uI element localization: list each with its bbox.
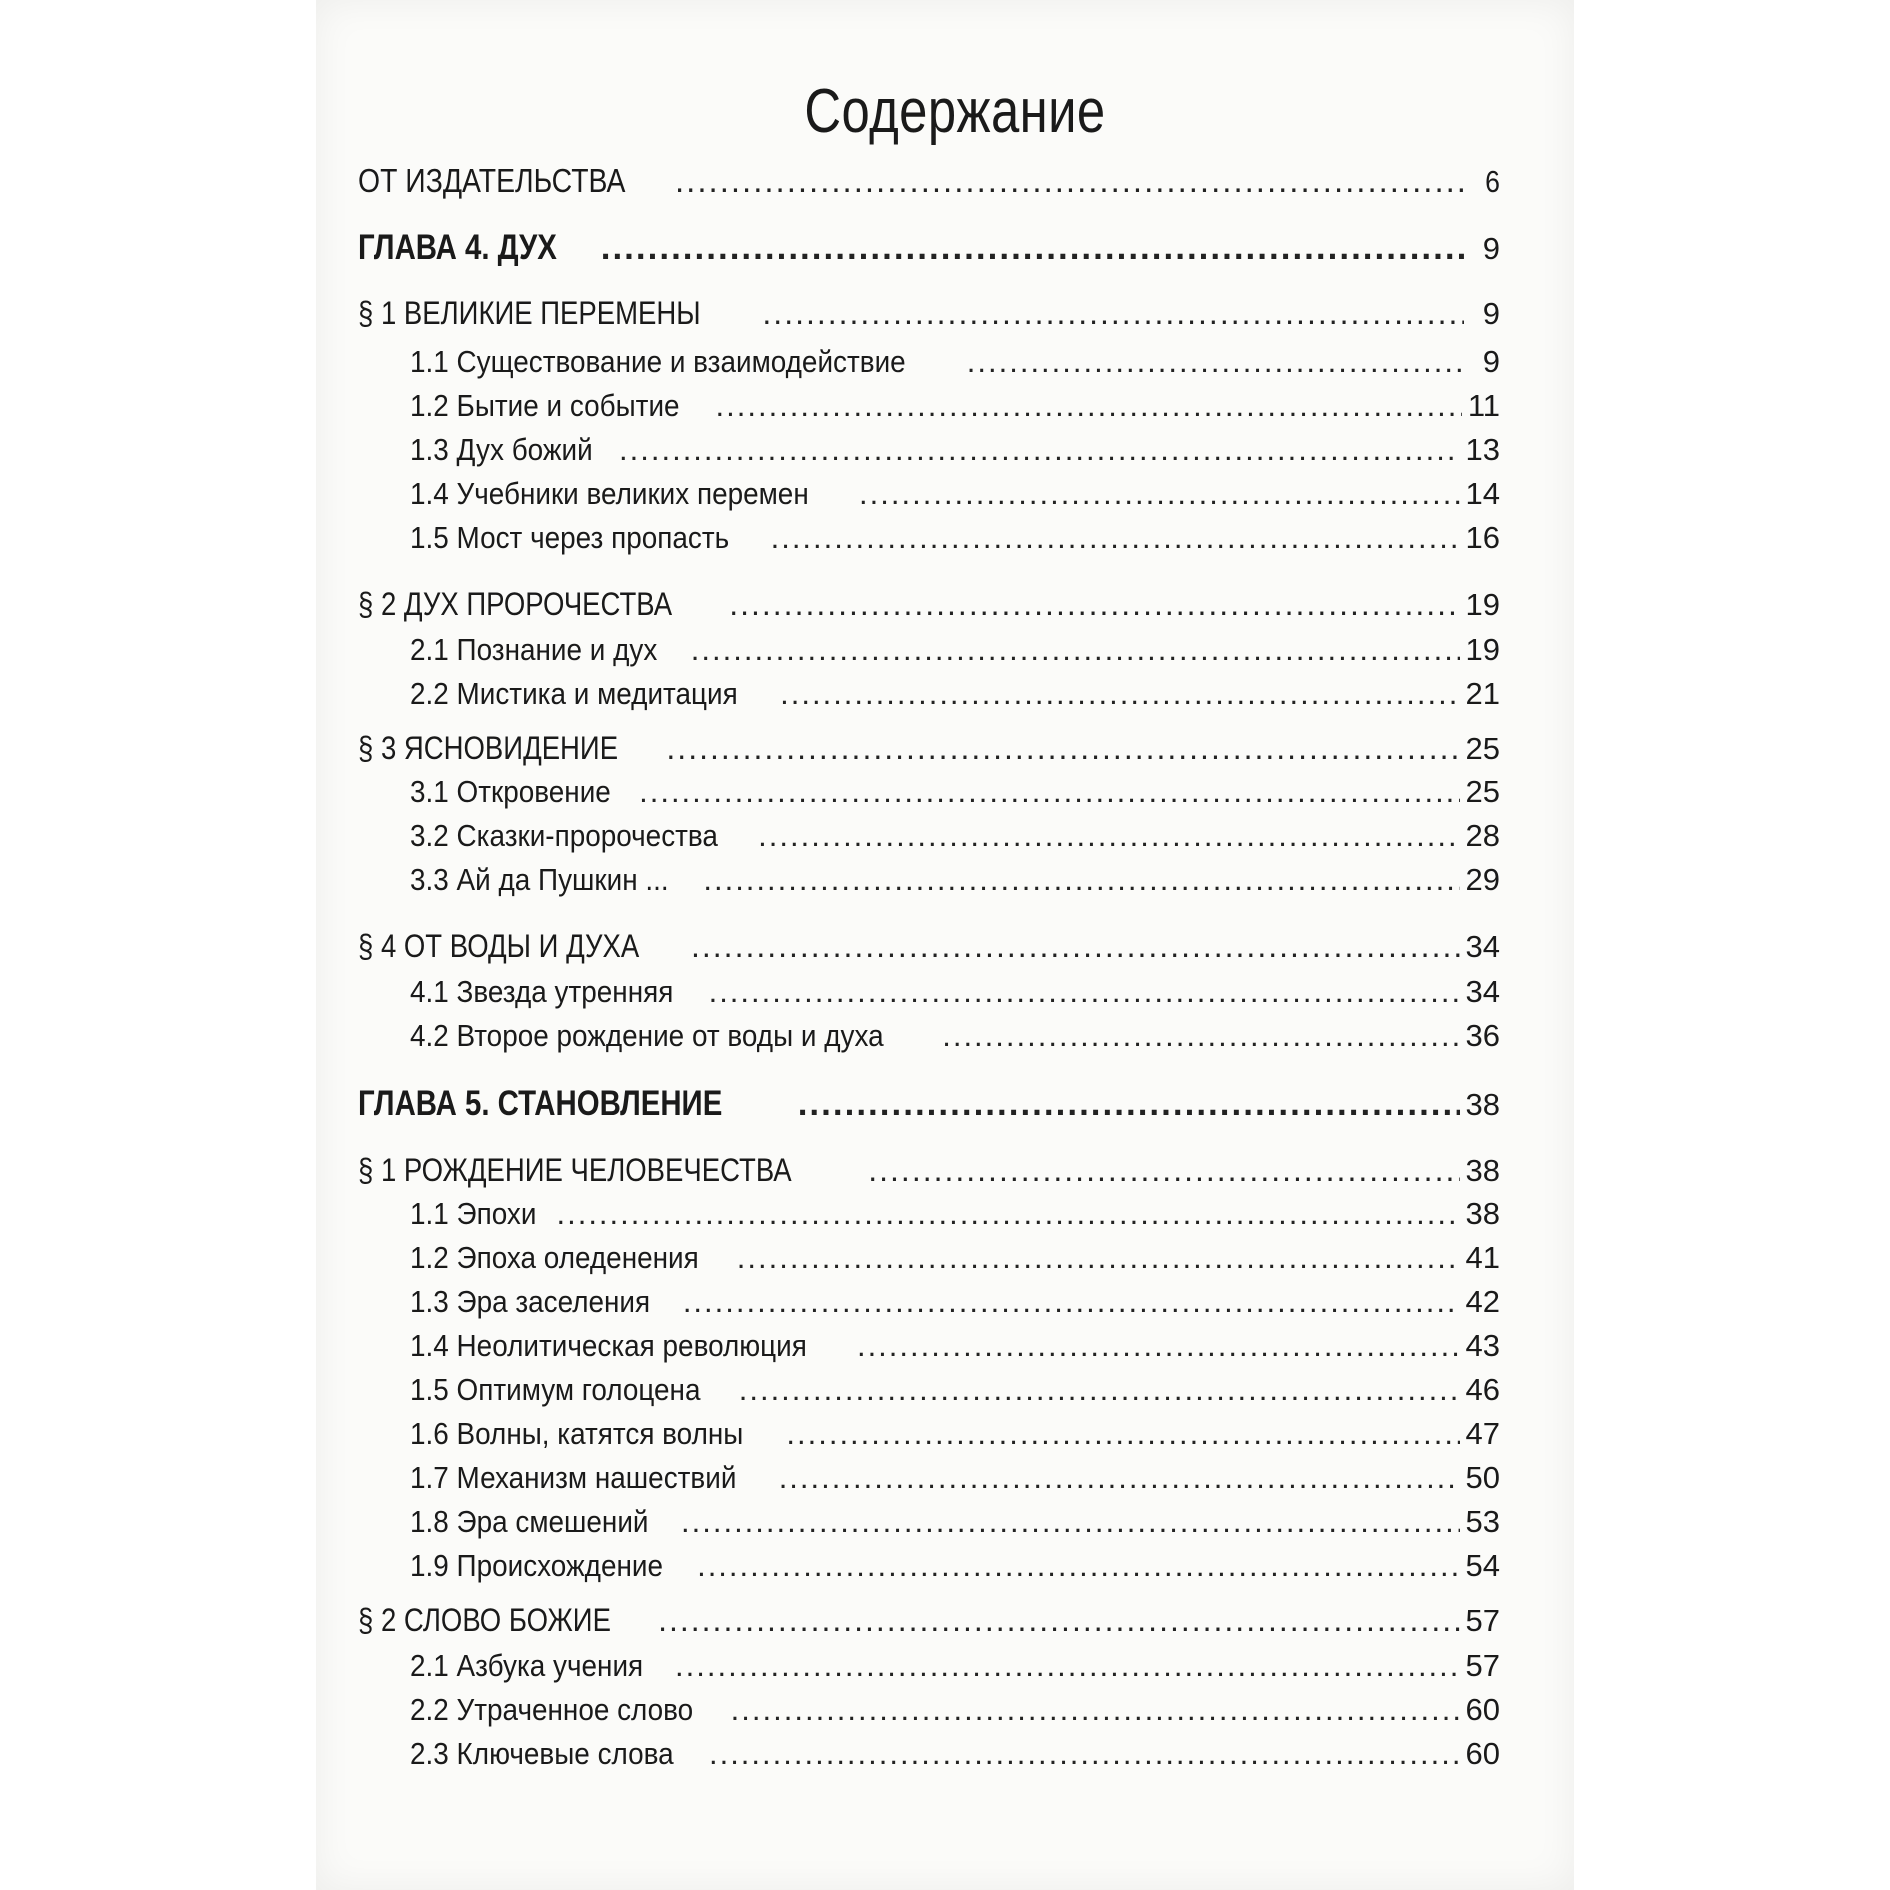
- toc-entry-label: 2.2 Утраченное слово: [410, 1692, 694, 1727]
- toc-entry-label: 1.2 Бытие и событие: [410, 388, 680, 423]
- toc-entry-label: 1.2 Эпоха оледенения: [410, 1240, 699, 1275]
- toc-entry-page-number: 28: [1465, 818, 1500, 853]
- toc-entry-page-number: 34: [1465, 929, 1500, 964]
- dot-leader: [658, 1602, 1459, 1639]
- dot-leader: [556, 1196, 1459, 1232]
- toc-entry-label: § 1 РОЖДЕНИЕ ЧЕЛОВЕЧЕСТВА: [358, 1152, 792, 1188]
- dot-leader: [786, 1416, 1459, 1452]
- toc-entry-sub: [358, 818, 1500, 854]
- toc-entry-label: 1.5 Оптимум голоцена: [410, 1372, 701, 1407]
- toc-entry-section: [358, 295, 1500, 332]
- dot-leader: [771, 520, 1460, 556]
- toc-entry-page-number: 36: [1465, 1018, 1500, 1053]
- toc-entry-sub: [358, 1240, 1500, 1276]
- toc-entry-sub: [358, 862, 1500, 898]
- dot-leader: [691, 632, 1460, 668]
- dot-leader: [716, 388, 1462, 424]
- toc-entry-section: [358, 586, 1500, 623]
- toc-entry-label: 1.1 Эпохи: [410, 1196, 537, 1231]
- toc-entry-sub: [358, 1736, 1500, 1772]
- toc-entry-label: 3.1 Откровение: [410, 774, 611, 809]
- toc-entry-section: [358, 1152, 1500, 1189]
- toc-entry-label: 1.1 Существование и взаимодействие: [410, 344, 906, 379]
- toc-entry-label: 1.7 Механизм нашествий: [410, 1460, 737, 1495]
- toc-entry-page-number: 13: [1465, 432, 1500, 467]
- toc-entry-section: [358, 1602, 1500, 1639]
- toc-entry-sub: [358, 774, 1500, 810]
- toc-entry-label: 2.1 Познание и дух: [410, 632, 658, 667]
- dot-leader: [857, 1328, 1460, 1364]
- toc-entry-section: [358, 928, 1500, 965]
- toc-entry-page-number: 25: [1465, 774, 1500, 809]
- toc-entry-page-number: 11: [1467, 388, 1500, 423]
- dot-leader: [779, 1460, 1460, 1496]
- toc-entry-page-number: 57: [1465, 1603, 1500, 1638]
- toc-entry-sub: [358, 1416, 1500, 1452]
- toc-entry-sub: [358, 1648, 1500, 1684]
- dot-leader: [709, 974, 1460, 1010]
- dot-leader: [967, 344, 1464, 380]
- toc-entry-label: 1.3 Дух божий: [410, 432, 593, 467]
- book-page: [316, 0, 1574, 1890]
- toc-entry-page-number: 54: [1465, 1548, 1500, 1583]
- dot-leader: [868, 1152, 1459, 1189]
- toc-entry-sub: [358, 974, 1500, 1010]
- dot-leader: [780, 676, 1459, 712]
- dot-leader: [619, 432, 1460, 468]
- toc-entry-label: § 1 ВЕЛИКИЕ ПЕРЕМЕНЫ: [358, 295, 701, 331]
- toc-entry-page-number: 38: [1465, 1153, 1500, 1188]
- dot-leader: [683, 1284, 1460, 1320]
- toc-entry-label: 2.3 Ключевые слова: [410, 1736, 674, 1771]
- dot-leader: [675, 162, 1464, 200]
- toc-entry-page-number: 41: [1465, 1240, 1500, 1275]
- toc-entry-sub: [358, 1548, 1500, 1584]
- toc-entry-label: 1.5 Мост через пропасть: [410, 520, 730, 555]
- toc-entry-page-number: 21: [1465, 676, 1500, 711]
- toc-entry-sub: [358, 344, 1500, 380]
- dot-leader: [762, 295, 1464, 332]
- toc-entry-label: 1.4 Учебники великих перемен: [410, 476, 809, 511]
- toc-entry-page-number: 43: [1465, 1328, 1500, 1363]
- dot-leader: [739, 1372, 1460, 1408]
- toc-entry-sub: [358, 1460, 1500, 1496]
- toc-entry-sub: [358, 476, 1500, 512]
- dot-leader: [731, 1692, 1460, 1728]
- dot-leader: [758, 818, 1459, 854]
- toc-entry-label: 3.3 Ай да Пушкин ...: [410, 862, 669, 897]
- toc-entry-label: 2.2 Мистика и медитация: [410, 676, 738, 711]
- toc-entry-sub: [358, 388, 1500, 424]
- toc-entry-label: 4.2 Второе рождение от воды и духа: [410, 1018, 884, 1053]
- toc-entry-page-number: 9: [1482, 344, 1500, 379]
- toc-entry-sub: [358, 520, 1500, 556]
- toc-entry-label: 1.9 Происхождение: [410, 1548, 663, 1583]
- toc-entry-sub: [358, 1018, 1500, 1054]
- dot-leader: [675, 1648, 1459, 1684]
- toc-entry-page-number: 60: [1465, 1692, 1500, 1727]
- toc-entry-sub: [358, 432, 1500, 468]
- toc-entry-sub: [358, 1196, 1500, 1232]
- toc-entry-page-number: 9: [1482, 296, 1500, 331]
- toc-entry-page-number: 46: [1465, 1372, 1500, 1407]
- toc-entry-chapter: [358, 1084, 1500, 1124]
- toc-entry-lvl0: [358, 162, 1500, 200]
- toc-entry-chapter: [358, 228, 1500, 268]
- toc-entry-sub: [358, 1284, 1500, 1320]
- dot-leader: [601, 228, 1464, 268]
- dot-leader: [729, 586, 1459, 623]
- toc-entry-page-number: 42: [1465, 1284, 1500, 1319]
- dot-leader: [737, 1240, 1460, 1276]
- toc-entry-label: ГЛАВА 4. ДУХ: [358, 228, 557, 267]
- dot-leader: [681, 1504, 1460, 1540]
- toc-entry-label: 1.3 Эра заселения: [410, 1284, 651, 1319]
- toc-entry-page-number: 9: [1482, 231, 1500, 266]
- dot-leader: [666, 730, 1459, 767]
- toc-entry-sub: [358, 1328, 1500, 1364]
- toc-entry-page-number: 16: [1465, 520, 1500, 555]
- dot-leader: [709, 1736, 1460, 1772]
- toc-entry-page-number: 25: [1465, 731, 1500, 766]
- toc-entry-page-number: 50: [1465, 1460, 1500, 1495]
- toc-entry-label: ГЛАВА 5. СТАНОВЛЕНИЕ: [358, 1084, 723, 1123]
- toc-entry-page-number: 29: [1465, 862, 1500, 897]
- toc-entry-page-number: 38: [1465, 1196, 1500, 1231]
- toc-entry-page-number: 57: [1465, 1648, 1500, 1683]
- toc-entry-page-number: 53: [1465, 1504, 1500, 1539]
- toc-entry-label: 2.1 Азбука учения: [410, 1648, 644, 1683]
- toc-entry-label: 3.2 Сказки-пророчества: [410, 818, 718, 853]
- toc-entry-page-number: 19: [1465, 632, 1500, 667]
- toc-entry-label: § 2 ДУХ ПРОРОЧЕСТВА: [358, 586, 673, 622]
- dot-leader: [691, 928, 1460, 965]
- toc-entry-label: § 4 ОТ ВОДЫ И ДУХА: [358, 928, 640, 964]
- toc-entry-label: 4.1 Звезда утренняя: [410, 974, 674, 1009]
- toc-entry-page-number: 47: [1465, 1416, 1500, 1451]
- toc-entry-sub: [358, 1372, 1500, 1408]
- toc-entry-sub: [358, 1692, 1500, 1728]
- toc-entry-label: ОТ ИЗДАТЕЛЬСТВА: [358, 162, 626, 199]
- toc-entry-page-number: 19: [1465, 587, 1500, 622]
- dot-leader: [798, 1084, 1460, 1124]
- toc-entry-sub: [358, 632, 1500, 668]
- toc-entry-page-number: 60: [1465, 1736, 1500, 1771]
- toc-entry-label: 1.4 Неолитическая революция: [410, 1328, 807, 1363]
- toc-entry-section: [358, 730, 1500, 767]
- toc-entry-page-number: 6: [1485, 164, 1500, 199]
- toc-entry-page-number: 38: [1465, 1087, 1500, 1122]
- dot-leader: [942, 1018, 1459, 1054]
- toc-entry-page-number: 14: [1465, 476, 1500, 511]
- dot-leader: [859, 476, 1459, 512]
- toc-entry-label: 1.6 Волны, катятся волны: [410, 1416, 744, 1451]
- dot-leader: [697, 1548, 1459, 1584]
- dot-leader: [703, 862, 1459, 898]
- toc-entry-sub: [358, 1504, 1500, 1540]
- dot-leader: [639, 774, 1459, 810]
- toc-entry-label: 1.8 Эра смешений: [410, 1504, 649, 1539]
- toc-entry-sub: [358, 676, 1500, 712]
- toc-entry-label: § 2 СЛОВО БОЖИЕ: [358, 1602, 611, 1638]
- toc-entry-page-number: 34: [1465, 974, 1500, 1009]
- toc-entry-label: § 3 ЯСНОВИДЕНИЕ: [358, 730, 619, 766]
- page-title: Содержание: [804, 76, 1106, 146]
